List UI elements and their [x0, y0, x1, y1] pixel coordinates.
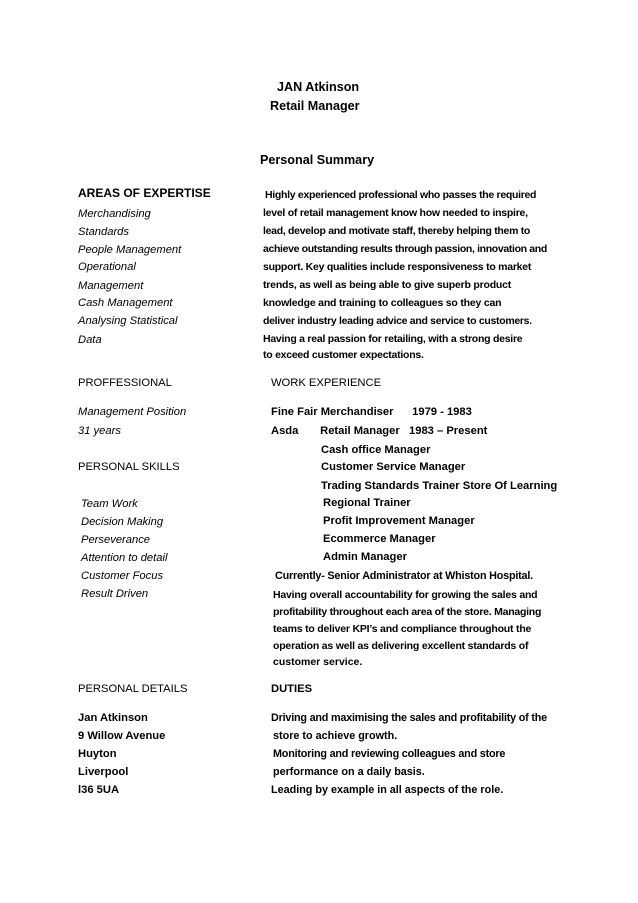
details-heading: PERSONAL DETAILS: [78, 683, 188, 695]
summary-line: Highly experienced professional who passes the required: [265, 189, 537, 201]
expertise-item: Management: [78, 280, 144, 292]
summary-line: support. Key qualities include responsiveness to market: [263, 261, 532, 273]
overview-line: operation as well as delivering excellent standards of: [273, 640, 529, 652]
address-line: Liverpool: [78, 766, 129, 778]
overview-line: customer service.: [273, 656, 363, 668]
candidate-name: JAN Atkinson: [277, 80, 360, 94]
role-item: Ecommerce Manager: [323, 533, 436, 545]
summary-heading: Personal Summary: [260, 153, 375, 167]
skill-item: Result Driven: [81, 588, 149, 600]
expertise-item: Analysing Statistical: [78, 315, 178, 327]
address-line: 9 Willow Avenue: [78, 730, 166, 742]
role-item: Regional Trainer: [323, 497, 411, 509]
summary-line: knowledge and training to colleagues so they can: [263, 297, 502, 309]
address-line: Jan Atkinson: [78, 712, 148, 724]
skills-heading: PERSONAL SKILLS: [78, 461, 180, 473]
skill-item: Team Work: [81, 498, 138, 510]
current-position: Currently- Senior Administrator at Whiston Hospital.: [275, 570, 533, 582]
duty-line: Leading by example in all aspects of the role.: [271, 784, 504, 796]
skill-item: Customer Focus: [81, 570, 164, 582]
duty-line: performance on a daily basis.: [273, 766, 425, 778]
job-entry: Fine Fair Merchandiser 1979 - 1983: [271, 406, 472, 418]
job-entry: Asda Retail Manager 1983 – Present: [271, 425, 488, 437]
candidate-title: Retail Manager: [270, 99, 360, 113]
expertise-item: Merchandising: [78, 208, 151, 220]
overview-line: profitability throughout each area of the store. Managing: [273, 606, 542, 618]
expertise-item: Operational: [78, 261, 136, 273]
role-item: Cash office Manager: [321, 444, 431, 456]
expertise-item: Cash Management: [78, 297, 173, 309]
duty-line: Driving and maximising the sales and profitability of the: [271, 712, 547, 724]
role-item: Trading Standards Trainer Store Of Learning: [321, 480, 558, 492]
overview-line: Having overall accountability for growing the sales and: [273, 589, 538, 601]
summary-line: lead, develop and motivate staff, thereby helping them to: [263, 225, 531, 237]
professional-heading: PROFFESSIONAL: [78, 377, 172, 389]
summary-line: Having a real passion for retailing, with a strong desire: [263, 333, 523, 345]
address-line: l36 5UA: [78, 784, 120, 796]
skill-item: Perseverance: [81, 534, 151, 546]
duty-line: store to achieve growth.: [273, 730, 398, 742]
summary-line: level of retail management know how needed to inspire,: [263, 207, 528, 219]
role-item: Profit Improvement Manager: [323, 515, 475, 527]
expertise-heading: AREAS OF EXPERTISE: [78, 186, 211, 200]
duties-heading: DUTIES: [271, 683, 313, 695]
address-line: Huyton: [78, 748, 117, 760]
summary-line: trends, as well as being able to give superb product: [263, 279, 512, 291]
summary-line: deliver industry leading advice and service to customers.: [263, 315, 532, 327]
expertise-item: Standards: [78, 226, 129, 238]
skill-item: Decision Making: [81, 516, 164, 528]
overview-line: teams to deliver KPI’s and compliance throughout the: [273, 623, 532, 635]
role-item: Customer Service Manager: [321, 461, 466, 473]
expertise-item: People Management: [78, 244, 182, 256]
summary-line: achieve outstanding results through passion, innovation and: [263, 243, 547, 255]
work-experience-heading: WORK EXPERIENCE: [271, 377, 382, 389]
summary-line: to exceed customer expectations.: [263, 349, 424, 361]
role-item: Admin Manager: [323, 551, 407, 563]
skill-item: Attention to detail: [81, 552, 168, 564]
duty-line: Monitoring and reviewing colleagues and store: [273, 748, 506, 760]
position-label: Management Position: [78, 406, 187, 418]
years-label: 31 years: [78, 425, 121, 437]
expertise-item: Data: [78, 334, 102, 346]
